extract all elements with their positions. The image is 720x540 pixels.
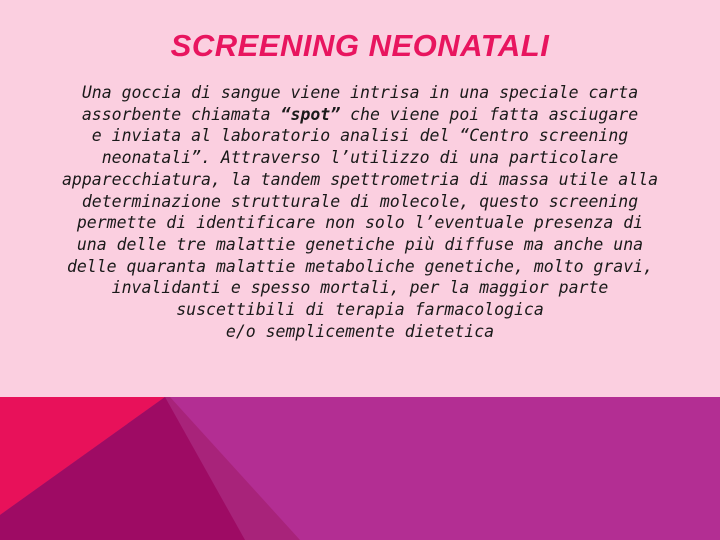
text-line-6: determinazione strutturale di molecole, questo screening (81, 191, 639, 211)
text-line-9: delle quaranta malattie metaboliche genetiche, molto gravi, (66, 256, 654, 276)
spot-term: “spot” (280, 104, 341, 124)
text-line-7: permette di identificare non solo l’eventuale presenza di (76, 213, 644, 233)
text-line-10: invalidanti e spesso mortali, per la maggior parte (111, 278, 609, 298)
slide-title: SCREENING NEONATALI (170, 28, 550, 63)
text-line-1: Una goccia di sangue viene intrisa in una speciale carta (81, 83, 639, 102)
text-line-4: neonatali”. Attraverso l’utilizzo di una particolare (101, 148, 619, 168)
decorative-footer-band (0, 397, 720, 540)
text-line-8: una delle tre malattie genetiche più diffuse ma anche una (76, 234, 644, 254)
text-line-12: e/o semplicemente dietetica (225, 321, 495, 341)
text-line-2-end: che viene poi fatta asciugare (340, 104, 639, 124)
body-text (0, 82, 720, 342)
text-line-11: suscettibili di terapia farmacologica (176, 300, 544, 320)
text-line-2-start: assorbente chiamata (81, 104, 281, 124)
text-line-5: apparecchiatura, la tandem spettrometria di massa utile alla (61, 169, 659, 189)
text-line-3: e inviata al laboratorio analisi del “Centro screening (91, 126, 629, 146)
text-line-2 (0, 104, 720, 126)
